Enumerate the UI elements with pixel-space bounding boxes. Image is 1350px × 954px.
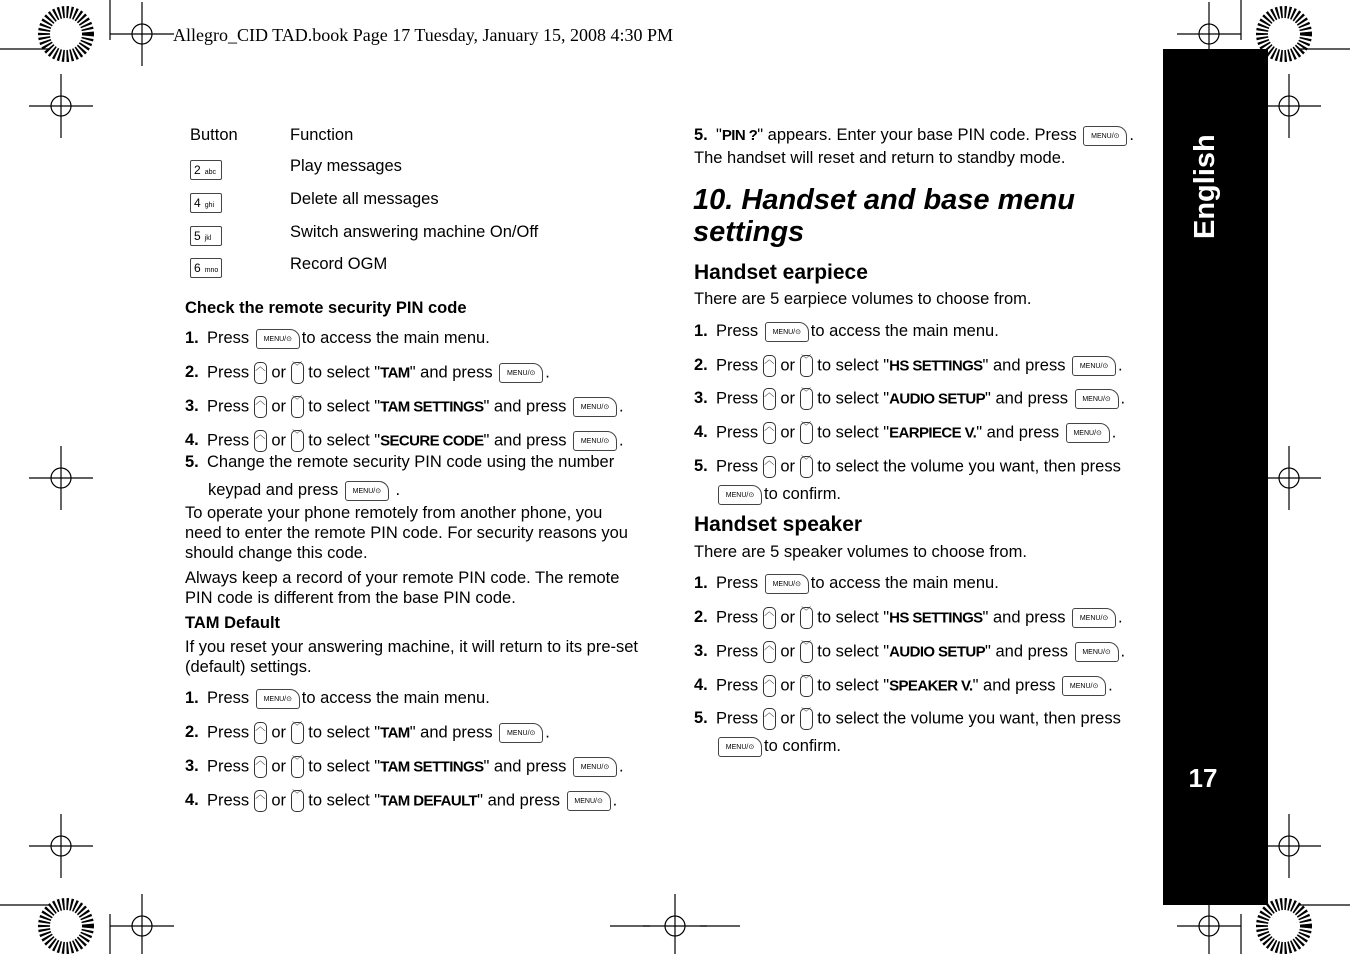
up-key-icon: ︿: [254, 362, 267, 384]
list-item: 1. Press MENU/⊙ to access the main menu.: [185, 329, 490, 347]
down-key-icon: ﹀: [291, 362, 304, 384]
up-key-icon: ︿: [763, 607, 776, 629]
down-key-icon: ﹀: [291, 396, 304, 418]
down-key-icon: ﹀: [291, 722, 304, 744]
language-label: English: [1189, 134, 1221, 239]
speaker-heading: Handset speaker: [694, 513, 863, 536]
up-key-icon: ︿: [254, 722, 267, 744]
menu-key-icon: MENU/⊙: [765, 322, 809, 342]
down-key-icon: ﹀: [291, 790, 304, 812]
pin-section-title: Check the remote security PIN code: [185, 299, 467, 317]
list-item-continued: keypad and press MENU/⊙ .: [208, 481, 401, 499]
table-row-function: Record OGM: [290, 255, 388, 273]
down-key-icon: ﹀: [800, 641, 813, 663]
list-item: 4. Press ︿ or ﹀ to select "TAM DEFAULT" and press MENU/⊙ .: [185, 790, 617, 812]
digit-key-icon: 2 abc: [190, 160, 222, 180]
up-key-icon: ︿: [763, 675, 776, 697]
print-header: Allegro_CID TAD.book Page 17 Tuesday, January 15, 2008 4:30 PM: [173, 25, 674, 45]
digit-key-icon: 6 mno: [190, 258, 222, 278]
list-item: 5. Change the remote security PIN code using the number: [185, 453, 615, 471]
list-item: 2. Press ︿ or ﹀ to select "TAM" and press MENU/⊙ .: [185, 722, 550, 744]
language-sidebar: [1163, 49, 1268, 905]
down-key-icon: ﹀: [800, 355, 813, 377]
menu-key-icon: MENU/⊙: [1083, 126, 1127, 146]
list-item: 5. "PIN ?" appears. Enter your base PIN code. Press MENU/⊙ .: [694, 126, 1134, 144]
menu-key-icon: MENU/⊙: [573, 397, 617, 417]
crosshair-icon: [29, 74, 93, 138]
list-item: 2. Press ︿ or ﹀ to select "HS SETTINGS" and press MENU/⊙ .: [694, 355, 1123, 377]
menu-key-icon: MENU/⊙: [1062, 676, 1106, 696]
paragraph: The handset will reset and return to standby mode.: [694, 149, 1066, 167]
up-key-icon: ︿: [254, 790, 267, 812]
up-key-icon: ︿: [763, 456, 776, 478]
list-item: 4. Press ︿ or ﹀ to select "EARPIECE V." and press MENU/⊙ .: [694, 422, 1116, 444]
menu-key-icon: MENU/⊙: [1075, 642, 1119, 662]
list-item: 1. Press MENU/⊙ to access the main menu.: [694, 574, 999, 592]
list-item: 2. Press ︿ or ﹀ to select "HS SETTINGS" and press MENU/⊙ .: [694, 607, 1123, 629]
menu-key-icon: MENU/⊙: [1066, 423, 1110, 443]
paragraph: There are 5 earpiece volumes to choose from.: [694, 290, 1032, 308]
menu-key-icon: MENU/⊙: [1072, 608, 1116, 628]
crosshair-icon: [110, 894, 174, 954]
down-key-icon: ﹀: [291, 430, 304, 452]
crosshair-icon: [29, 814, 93, 878]
menu-key-icon: MENU/⊙: [1075, 389, 1119, 409]
crosshair-icon: [29, 446, 93, 510]
section-heading: 10. Handset and base menu settings: [693, 184, 1075, 248]
list-item: 1. Press MENU/⊙ to access the main menu.: [185, 689, 490, 707]
table-row-function: Switch answering machine On/Off: [290, 223, 539, 241]
paragraph: If you reset your answering machine, it will return to its pre-set (default) settings.: [185, 638, 639, 676]
list-item-continued: MENU/⊙ to confirm.: [716, 484, 841, 505]
up-key-icon: ︿: [763, 641, 776, 663]
tam-section-title: TAM Default: [185, 614, 281, 632]
menu-key-icon: MENU/⊙: [345, 481, 389, 501]
menu-key-icon: MENU/⊙: [499, 723, 543, 743]
list-item: 3. Press ︿ or ﹀ to select "TAM SETTINGS" and press MENU/⊙ .: [185, 396, 624, 418]
menu-key-icon: MENU/⊙: [256, 689, 300, 709]
digit-key-icon: 5 jkl: [190, 226, 222, 246]
table-row-function: Delete all messages: [290, 190, 439, 208]
down-key-icon: ﹀: [800, 675, 813, 697]
list-item: 4. Press ︿ or ﹀ to select "SPEAKER V." and press MENU/⊙ .: [694, 675, 1113, 697]
crosshair-icon: [643, 894, 707, 954]
list-item: 5. Press ︿ or ﹀ to select the volume you want, then press: [694, 708, 1121, 730]
up-key-icon: ︿: [254, 756, 267, 778]
down-key-icon: ﹀: [800, 607, 813, 629]
down-key-icon: ﹀: [291, 756, 304, 778]
up-key-icon: ︿: [254, 396, 267, 418]
list-item: 3. Press ︿ or ﹀ to select "TAM SETTINGS" and press MENU/⊙ .: [185, 756, 624, 778]
down-key-icon: ﹀: [800, 708, 813, 730]
menu-key-icon: MENU/⊙: [1072, 356, 1116, 376]
table-row-function: Play messages: [290, 157, 402, 175]
earpiece-heading: Handset earpiece: [694, 261, 868, 284]
menu-key-icon: MENU/⊙: [256, 329, 300, 349]
menu-key-icon: MENU/⊙: [499, 363, 543, 383]
paragraph: Always keep a record of your remote PIN code. The remote PIN code is different from the base PIN code.: [185, 569, 620, 607]
page-number: 17: [1188, 763, 1218, 793]
digit-key-icon: 4 ghi: [190, 193, 222, 213]
up-key-icon: ︿: [763, 355, 776, 377]
menu-key-icon: MENU/⊙: [765, 574, 809, 594]
list-item: 5. Press ︿ or ﹀ to select the volume you want, then press: [694, 456, 1121, 478]
crosshair-icon: [110, 2, 174, 66]
up-key-icon: ︿: [763, 388, 776, 410]
table-header-function: Function: [290, 126, 354, 144]
down-key-icon: ﹀: [800, 422, 813, 444]
up-key-icon: ︿: [763, 708, 776, 730]
list-item: 1. Press MENU/⊙ to access the main menu.: [694, 322, 999, 340]
paragraph: To operate your phone remotely from another phone, you need to enter the remote PIN code. For security reasons you should change this code.: [185, 504, 628, 562]
menu-key-icon: MENU/⊙: [718, 485, 762, 505]
list-item: 2. Press ︿ or ﹀ to select "TAM" and press MENU/⊙ .: [185, 362, 550, 384]
menu-key-icon: MENU/⊙: [567, 791, 611, 811]
list-item: 3. Press ︿ or ﹀ to select "AUDIO SETUP" and press MENU/⊙ .: [694, 388, 1125, 410]
menu-key-icon: MENU/⊙: [573, 757, 617, 777]
down-key-icon: ﹀: [800, 388, 813, 410]
list-item: 4. Press ︿ or ﹀ to select "SECURE CODE" and press MENU/⊙ .: [185, 430, 624, 452]
list-item-continued: MENU/⊙ to confirm.: [716, 736, 841, 757]
down-key-icon: ﹀: [800, 456, 813, 478]
up-key-icon: ︿: [254, 430, 267, 452]
menu-key-icon: MENU/⊙: [573, 431, 617, 451]
list-item: 3. Press ︿ or ﹀ to select "AUDIO SETUP" and press MENU/⊙ .: [694, 641, 1125, 663]
paragraph: There are 5 speaker volumes to choose from.: [694, 543, 1027, 561]
up-key-icon: ︿: [763, 422, 776, 444]
table-header-button: Button: [190, 126, 238, 144]
menu-key-icon: MENU/⊙: [718, 737, 762, 757]
